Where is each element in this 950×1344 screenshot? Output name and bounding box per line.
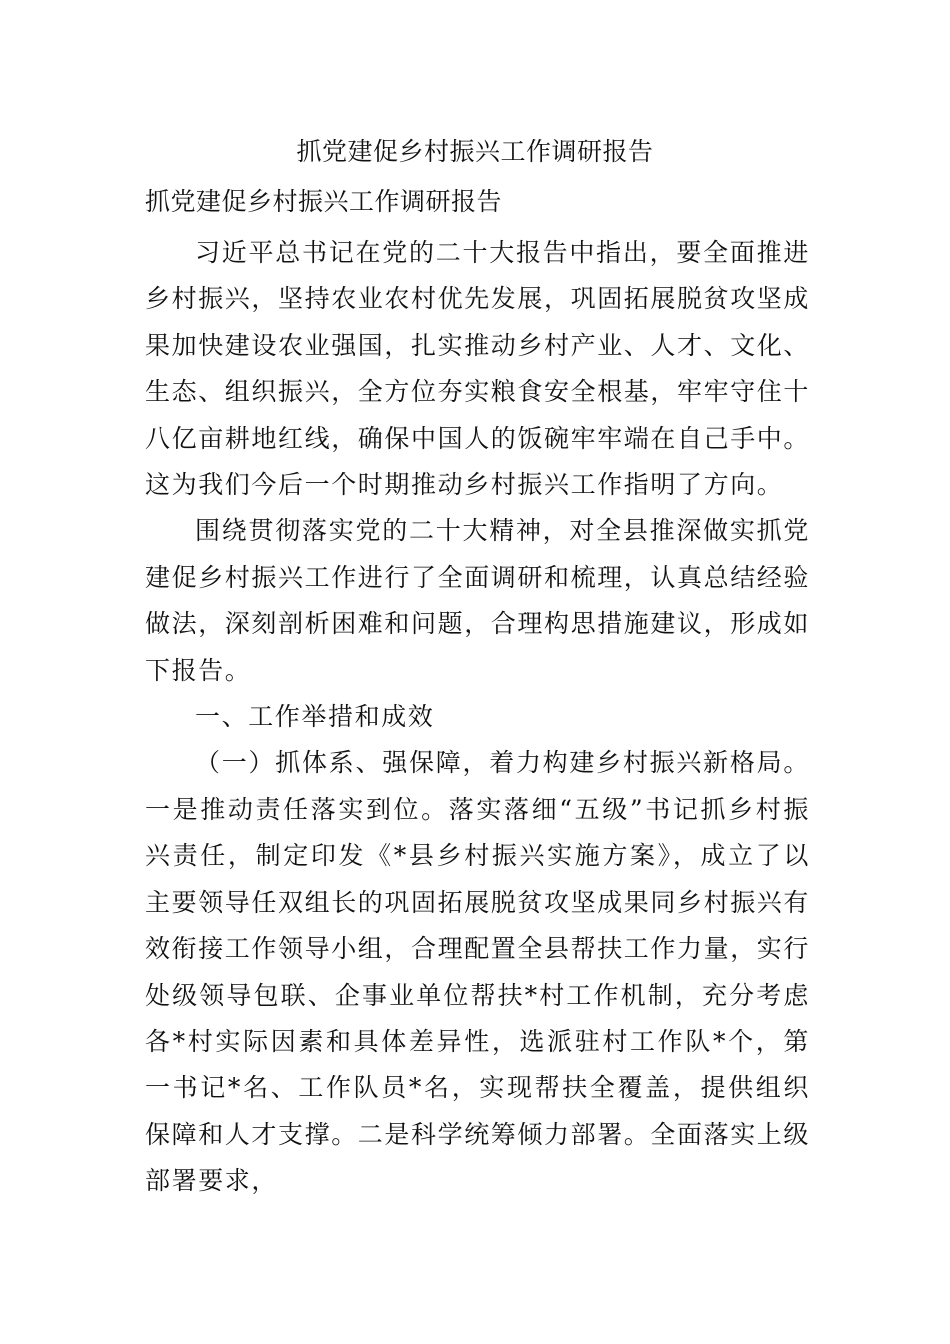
document-subtitle: 抓党建促乡村振兴工作调研报告 bbox=[145, 187, 503, 216]
paragraph-intro: 习近平总书记在党的二十大报告中指出，要全面推进乡村振兴，坚持农业农村优先发展，巩固拓展脱贫攻坚成果加快建设农业强国，扎实推动乡村产业、人才、文化、生态、组织振兴，全方位夯实粮食安全根基，牢牢守住十八亿亩耕地红线，确保中国人的饭碗牢牢端在自己手中。这为我们今后一个时期推动乡村振兴工作指明了方向。 bbox=[145, 238, 811, 500]
paragraph-purpose: 围绕贯彻落实党的二十大精神，对全县推深做实抓党建促乡村振兴工作进行了全面调研和梳理，认真总结经验做法，深刻剖析困难和问题，合理构思措施建议，形成如下报告。 bbox=[145, 516, 811, 685]
section-heading: 一、工作举措和成效 bbox=[195, 702, 435, 732]
paragraph-section-1: （一）抓体系、强保障，着力构建乡村振兴新格局。一是推动责任落实到位。落实落细“五级”书记抓乡村振兴责任，制定印发《*县乡村振兴实施方案》，成立了以主要领导任双组长的巩固拓展脱贫攻坚成果同乡村振兴有效衔接工作领导小组，合理配置全县帮扶工作力量，实行处级领导包联、企事业单位帮扶*村工作机制，充分考虑各*村实际因素和具体差异性，选派驻村工作队*个，第一书记*名、工作队员*名，实现帮扶全覆盖，提供组织保障和人才支撑。二是科学统筹倾力部署。全面落实上级部署要求， bbox=[145, 748, 811, 1196]
document-body bbox=[145, 230, 810, 1205]
document-title: 抓党建促乡村振兴工作调研报告 bbox=[296, 137, 654, 166]
